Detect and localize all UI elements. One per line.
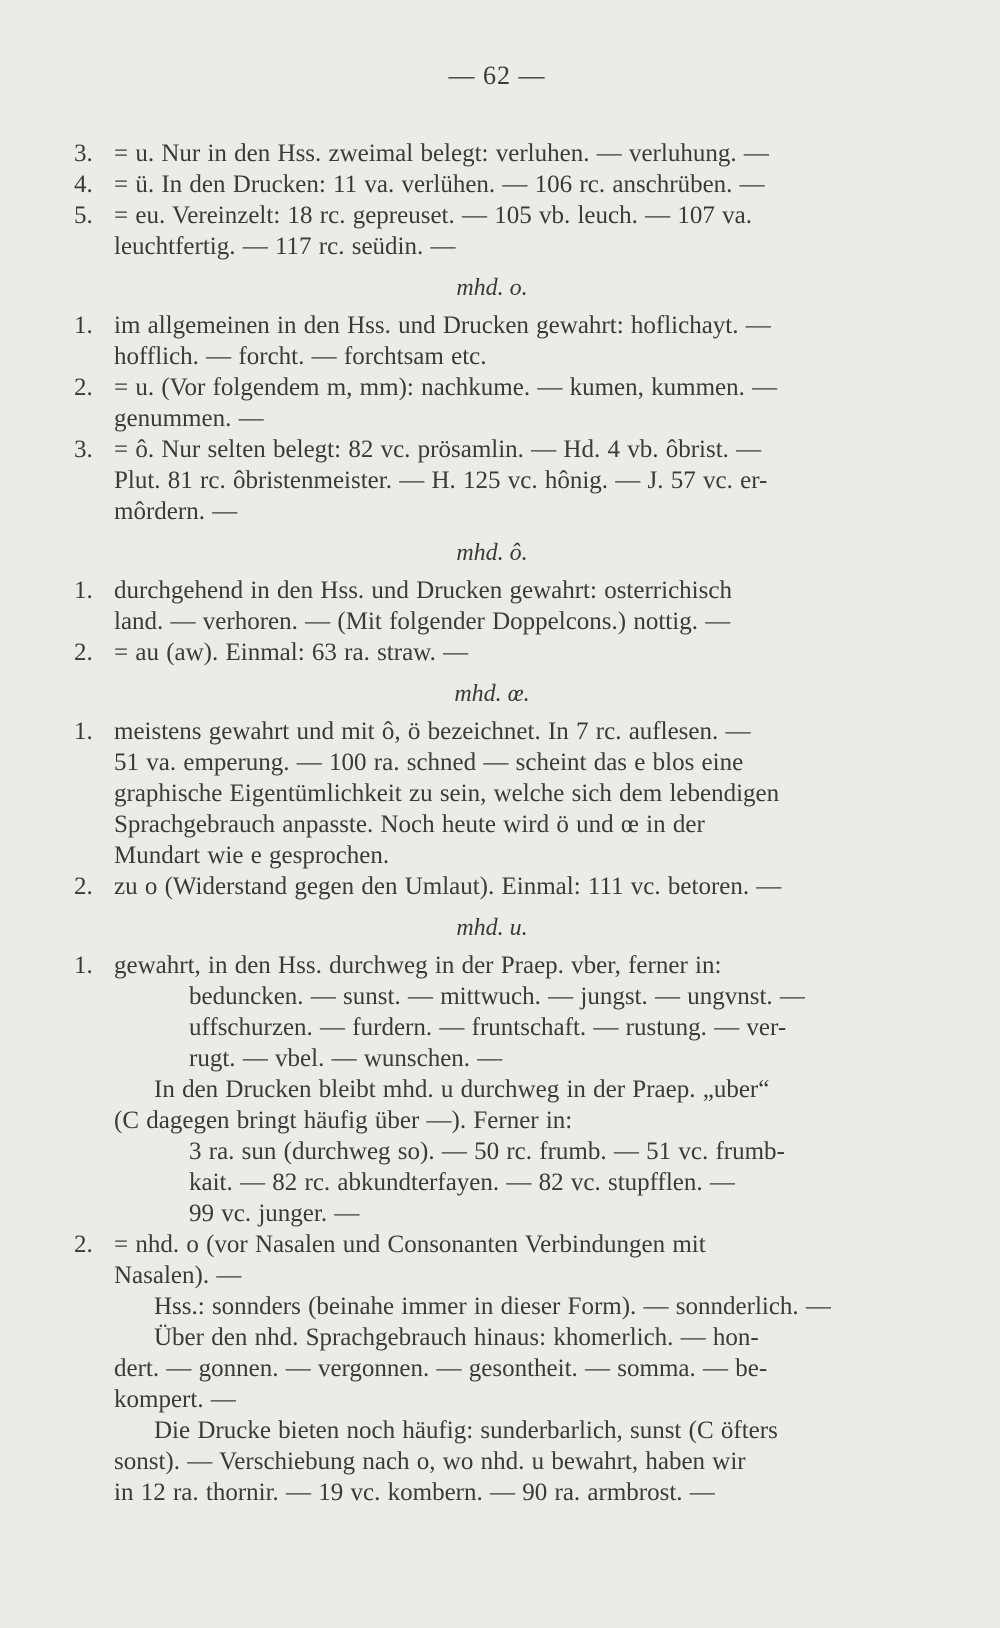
item-number (74, 606, 114, 637)
item-number (74, 778, 114, 809)
text-line (74, 1446, 910, 1477)
line-text: Nasalen). — (114, 1262, 242, 1289)
item-number: 1. (74, 718, 93, 745)
item-number (74, 341, 114, 372)
line-text: graphische Eigentümlichkeit zu sein, welche sich dem lebendigen (114, 780, 780, 807)
text-line (74, 169, 910, 200)
item-number (74, 465, 114, 496)
item-number (74, 1012, 114, 1043)
line-text: = eu. Vereinzelt: 18 rc. gepreuset. — 105 vb. leuch. — 107 va. (114, 202, 752, 229)
text-line (74, 950, 910, 981)
line-text: Mundart wie e gesprochen. (114, 842, 390, 869)
page-number: — 62 — (448, 61, 546, 90)
item-number: 3. (74, 140, 93, 167)
item-number (74, 1260, 114, 1291)
text-line (74, 1260, 910, 1291)
item-number: 5. (74, 202, 93, 229)
item-number: 2. (74, 639, 93, 666)
item-number: 1. (74, 312, 93, 339)
line-text: genummen. — (114, 405, 264, 432)
item-number (74, 840, 114, 871)
text-line (74, 1074, 910, 1105)
item-number (74, 1353, 114, 1384)
section-vowel-list (74, 138, 910, 262)
line-text: uffschurzen. — furdern. — fruntschaft. — rustung. — ver- (189, 1014, 787, 1041)
text-line (74, 1229, 910, 1260)
text-line (74, 871, 910, 902)
item-number (74, 1198, 114, 1229)
text-line (74, 981, 910, 1012)
item-number: 3. (74, 436, 93, 463)
text-line (74, 778, 910, 809)
line-text: = ô. Nur selten belegt: 82 vc. prösamlin. — Hd. 4 vb. ôbrist. — (114, 436, 762, 463)
line-text: = au (aw). Einmal: 63 ra. straw. — (114, 639, 469, 666)
line-text: = u. (Vor folgendem m, mm): nachkume. — kumen, kummen. — (114, 374, 778, 401)
line-text: Hss.: sonnders (beinahe immer in dieser Form). — sonnderlich. — (154, 1293, 831, 1320)
text-line (74, 231, 910, 262)
text-line (74, 403, 910, 434)
text-line (74, 372, 910, 403)
text-line (74, 637, 910, 668)
line-text: Über den nhd. Sprachgebrauch hinaus: khomerlich. — hon- (154, 1324, 759, 1351)
item-number: 2. (74, 873, 93, 900)
line-text: hofflich. — forcht. — forchtsam etc. (114, 343, 487, 370)
item-number (74, 809, 114, 840)
line-text: = ü. In den Drucken: 11 va. verlühen. — 106 rc. anschrüben. — (114, 171, 765, 198)
line-text: = u. Nur in den Hss. zweimal belegt: verluhen. — verluhung. — (114, 140, 769, 167)
line-text: Plut. 81 rc. ôbristenmeister. — H. 125 vc. hônig. — J. 57 vc. er- (114, 467, 768, 494)
item-number (74, 1415, 114, 1446)
text-line (74, 1043, 910, 1074)
text-line (74, 1291, 910, 1322)
line-text: sonst). — Verschiebung nach o, wo nhd. u bewahrt, haben wir (114, 1448, 746, 1475)
text-line (74, 1415, 910, 1446)
item-number (74, 981, 114, 1012)
text-line (74, 200, 910, 231)
text-line (74, 1012, 910, 1043)
item-number (74, 1446, 114, 1477)
item-number: 2. (74, 374, 93, 401)
text-line (74, 310, 910, 341)
line-text: In den Drucken bleibt mhd. u durchweg in der Praep. „uber“ (154, 1076, 770, 1103)
item-number: 1. (74, 577, 93, 604)
item-number (74, 1167, 114, 1198)
line-text: zu o (Widerstand gegen den Umlaut). Einmal: 111 vc. betoren. — (114, 873, 782, 900)
text-line (74, 1136, 910, 1167)
section-heading-mhd-o: mhd. o. (456, 275, 528, 301)
line-text: Sprachgebrauch anpasste. Noch heute wird ö und œ in der (114, 811, 705, 838)
line-text: = nhd. o (vor Nasalen und Consonanten Verbindungen mit (114, 1231, 706, 1258)
section-mhd-o (74, 310, 910, 527)
line-text: im allgemeinen in den Hss. und Drucken gewahrt: hoflichayt. — (114, 312, 771, 339)
text-line (74, 606, 910, 637)
item-number (74, 403, 114, 434)
section-mhd-oe (74, 716, 910, 902)
item-number: 4. (74, 171, 93, 198)
line-text: meistens gewahrt und mit ô, ö bezeichnet. In 7 rc. auflesen. — (114, 718, 751, 745)
line-text: kait. — 82 rc. abkundterfayen. — 82 vc. stupfflen. — (189, 1169, 735, 1196)
section-mhd-u (74, 950, 910, 1508)
line-text: in 12 ra. thornir. — 19 vc. kombern. — 90 ra. armbrost. — (114, 1479, 715, 1506)
text-line (74, 840, 910, 871)
text-line (74, 1477, 910, 1508)
item-number (74, 1074, 114, 1105)
item-number: 2. (74, 1231, 93, 1258)
item-number: 1. (74, 952, 93, 979)
item-number (74, 1384, 114, 1415)
text-line (74, 809, 910, 840)
text-line (74, 434, 910, 465)
text-line (74, 1353, 910, 1384)
item-number (74, 1043, 114, 1074)
line-text: gewahrt, in den Hss. durchweg in der Praep. vber, ferner in: (114, 952, 722, 979)
line-text: (C dagegen bringt häufig über —). Ferner in: (114, 1107, 573, 1134)
line-text: leuchtfertig. — 117 rc. seüdin. — (114, 233, 456, 260)
line-text: 3 ra. sun (durchweg so). — 50 rc. frumb. — 51 vc. frumb- (189, 1138, 785, 1165)
line-text: beduncken. — sunst. — mittwuch. — jungst. — ungvnst. — (189, 983, 805, 1010)
text-line (74, 1167, 910, 1198)
text-line (74, 575, 910, 606)
text-line (74, 1384, 910, 1415)
line-text: Die Drucke bieten noch häufig: sunderbarlich, sunst (C öfters (154, 1417, 778, 1444)
line-text: dert. — gonnen. — vergonnen. — gesontheit. — somma. — be- (114, 1355, 768, 1382)
text-line (74, 341, 910, 372)
line-text: durchgehend in den Hss. und Drucken gewahrt: osterrichisch (114, 577, 732, 604)
text-line (74, 716, 910, 747)
text-line (74, 1322, 910, 1353)
item-number (74, 496, 114, 527)
item-number (74, 1322, 114, 1353)
section-mhd-o-long (74, 575, 910, 668)
line-text: kompert. — (114, 1386, 236, 1413)
line-text: môrdern. — (114, 498, 238, 525)
text-line (74, 747, 910, 778)
text-line (74, 138, 910, 169)
item-number (74, 1136, 114, 1167)
line-text: 51 va. emperung. — 100 ra. schned — scheint das e blos eine (114, 749, 744, 776)
line-text: 99 vc. junger. — (189, 1200, 360, 1227)
text-line (74, 496, 910, 527)
item-number (74, 1291, 114, 1322)
text-line (74, 1105, 910, 1136)
text-line (74, 465, 910, 496)
item-number (74, 1105, 114, 1136)
item-number (74, 747, 114, 778)
item-number (74, 1477, 114, 1508)
section-heading-mhd-oe: mhd. œ. (454, 681, 530, 707)
text-line (74, 1198, 910, 1229)
item-number (74, 231, 114, 262)
section-heading-mhd-o-long: mhd. ô. (456, 540, 528, 566)
section-heading-mhd-u: mhd. u. (456, 915, 528, 941)
line-text: rugt. — vbel. — wunschen. — (189, 1045, 503, 1072)
line-text: land. — verhoren. — (Mit folgender Doppelcons.) nottig. — (114, 608, 731, 635)
